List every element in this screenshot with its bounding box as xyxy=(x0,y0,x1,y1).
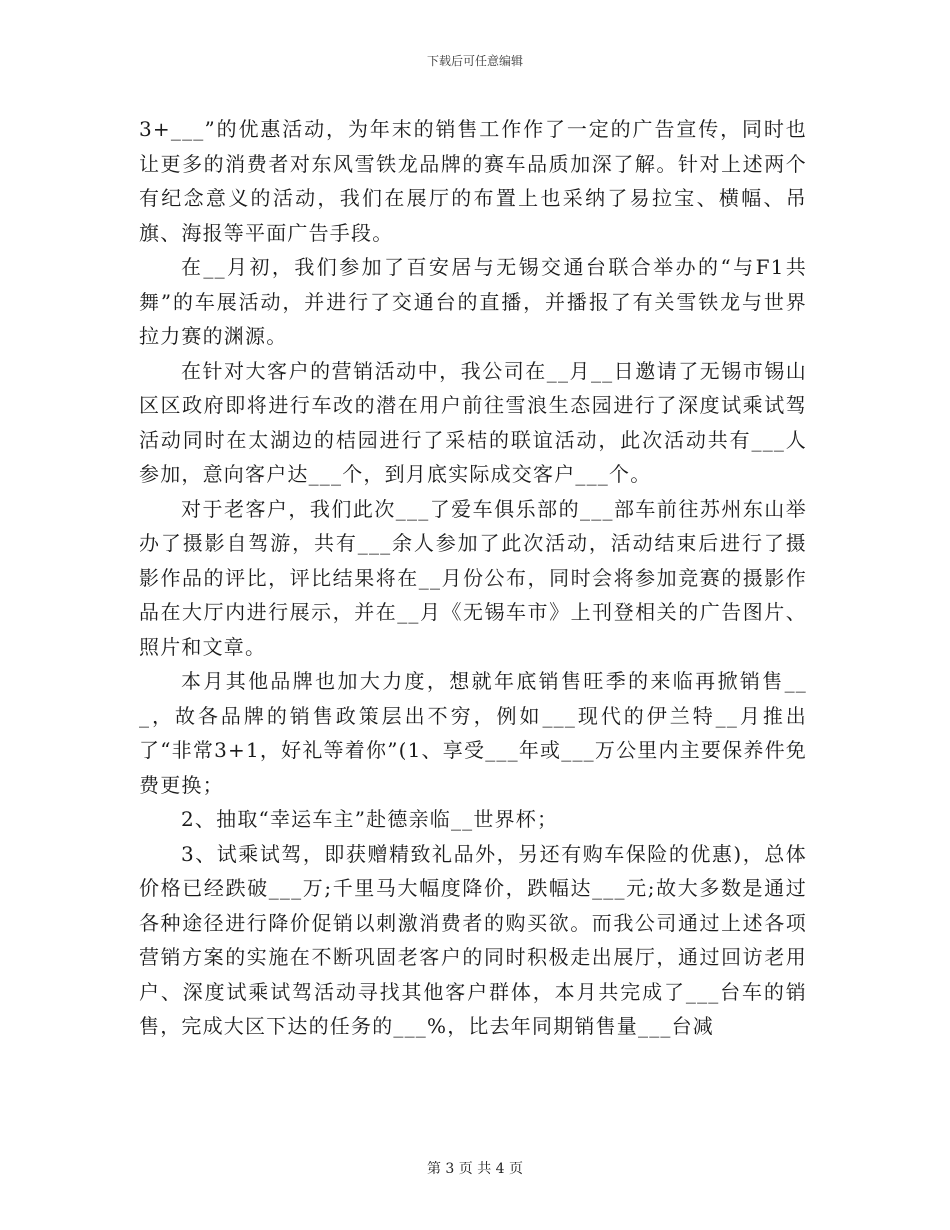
paragraph-5: 本月其他品牌也加大力度，想就年底销售旺季的来临再掀销售___，故各品牌的销售政策层出不穷，例如___现代的伊兰特__月推出了“非常3+1，好礼等着你”(1、享受___年或___万公里内主要保养件免费更换； xyxy=(139,669,807,797)
document-body xyxy=(139,112,807,1044)
page-header-note: 下载后可任意编辑 xyxy=(426,54,523,68)
paragraph-3: 在针对大客户的营销活动中，我公司在__月__日邀请了无锡市锡山区区政府即将进行车改的潜在用户前往雪浪生态园进行了深度试乘试驾活动同时在太湖边的桔园进行了采桔的联谊活动，此次活动共有___人参加，意向客户达___个，到月底实际成交客户___个。 xyxy=(139,358,807,486)
paragraph-7: 3、试乘试驾，即获赠精致礼品外，另还有购车保险的优惠)，总体价格已经跌破___万;千里马大幅度降价，跌幅达___元;故大多数是通过各种途径进行降价促销以刺激消费者的购买欲。而我公司通过上述各项营销方案的实施在不断巩固老客户的同时积极走出展厅，通过回访老用户、深度试乘试驾活动寻找其他客户群体，本月共完成了___台车的销售，完成大区下达的任务的___%，比去年同期销售量___台减 xyxy=(139,841,807,1038)
paragraph-4: 对于老客户，我们此次___了爱车俱乐部的___部车前往苏州东山举办了摄影自驾游，共有___余人参加了此次活动，活动结束后进行了摄影作品的评比，评比结果将在__月份公布，同时会将参加竞赛的摄影作品在大厅内进行展示，并在__月《无锡车市》上刊登相关的广告图片、照片和文章。 xyxy=(139,496,807,659)
page-number: 第 3 页 共 4 页 xyxy=(426,1161,524,1177)
paragraph-6: 2、抽取“幸运车主”赴德亲临__世界杯； xyxy=(181,807,559,831)
paragraph-2: 在__月初，我们参加了百安居与无锡交通台联合举办的“与F1共舞”的车展活动，并进行了交通台的直播，并播报了有关雪铁龙与世界拉力赛的渊源。 xyxy=(139,255,807,348)
paragraph-1: 3+___”的优惠活动，为年末的销售工作作了一定的广告宣传，同时也让更多的消费者对东风雪铁龙品牌的赛车品质加深了解。针对上述两个有纪念意义的活动，我们在展厅的布置上也采纳了易拉宝、横幅、吊旗、海报等平面广告手段。 xyxy=(139,117,807,245)
